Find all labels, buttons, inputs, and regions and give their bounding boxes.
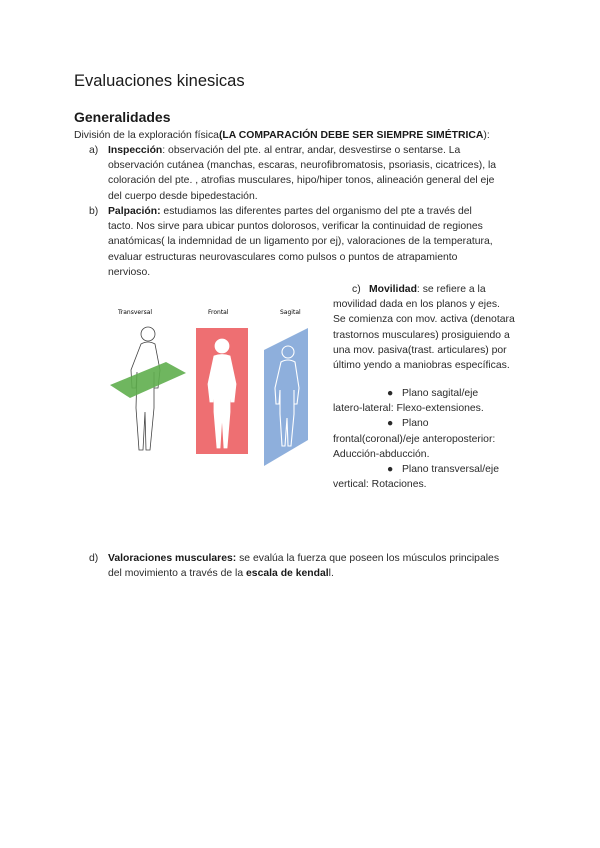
list-item-inspeccion — [108, 143, 506, 204]
planes-bullet-list — [333, 386, 533, 492]
bullet-dot-icon: ● — [387, 418, 394, 430]
bullet-transversal-rest: vertical: Rotaciones. — [333, 479, 427, 491]
list-item-valoraciones — [108, 551, 528, 581]
bullet-item-sagital — [333, 386, 533, 416]
bullet-dot-icon: ● — [387, 388, 394, 399]
valoraciones-line-2-post: l. — [328, 568, 334, 580]
list-item-palpacion — [108, 204, 506, 280]
list-marker-c: c) — [352, 284, 361, 295]
list-item-movilidad — [333, 282, 523, 373]
bullet-frontal-rest2: Aducción-abducción. — [333, 448, 430, 460]
inspeccion-line-4: del cuerpo desde bipedestación. — [108, 190, 258, 202]
term-valoraciones: Valoraciones musculares: — [108, 553, 237, 564]
bullet-dot-icon: ● — [387, 464, 394, 476]
term-movilidad: Movilidad — [369, 284, 417, 295]
movilidad-line-3: Se comienza con mov. activa (denotara — [333, 314, 515, 326]
intro-text: División de la exploración física — [74, 130, 219, 141]
palpacion-line-1: estudiamos las diferentes partes del organismo del pte a través del — [160, 206, 472, 217]
term-palpacion: Palpación: — [108, 206, 161, 217]
intro-bold: (LA COMPARACIÓN DEBE SER SIEMPRE SIMÉTRICA — [218, 130, 484, 141]
list-marker-d: d) — [89, 553, 99, 564]
section-heading: Generalidades — [74, 109, 171, 125]
page-title: Evaluaciones kinesicas — [74, 72, 245, 90]
bullet-sagital-first: Plano sagital/eje — [401, 388, 479, 399]
valoraciones-line-2-pre: del movimiento a través de la — [108, 568, 247, 580]
bullet-item-frontal — [333, 416, 533, 462]
bullet-transversal-first: Plano transversal/eje — [401, 464, 499, 476]
bullet-frontal-first: Plano — [401, 418, 429, 430]
bullet-item-transversal — [333, 462, 533, 492]
label-frontal: Frontal — [208, 309, 229, 316]
inspeccion-line-2: observación cutánea (manchas, escaras, neurofibromatosis, psoriasis, cicatrices), la — [108, 160, 497, 172]
movilidad-line-5: una mov. pasiva(trast. articulares) por — [333, 344, 507, 356]
list-marker-a: a) — [89, 145, 99, 156]
intro-paragraph — [74, 128, 534, 143]
bullet-frontal-rest: frontal(coronal)/eje anteroposterior: — [333, 433, 496, 445]
escala-kendall-bold: escala de kendal — [246, 568, 329, 580]
movilidad-line-2: movilidad dada en los planos y ejes. — [333, 299, 500, 311]
inspeccion-line-1: : observación del pte. al entrar, andar, desvestirse o sentarse. La — [162, 145, 461, 156]
label-transversal: Transversal — [118, 309, 153, 316]
palpacion-line-5: nervioso. — [108, 266, 151, 278]
palpacion-line-3: anatómicas( la indemnidad de un ligamento por ej), valoraciones de la temperatura, — [108, 236, 493, 248]
movilidad-line-4: trastornos musculares) prosiguiendo a — [333, 329, 510, 341]
palpacion-line-2: tacto. Nos sirve para ubicar puntos dolorosos, verificar la continuidad de regiones — [108, 221, 483, 233]
intro-tail: ): — [483, 130, 490, 141]
bullet-sagital-rest: latero-lateral: Flexo-extensiones. — [333, 403, 484, 415]
label-sagital: Sagital — [280, 309, 301, 316]
anatomical-planes-figure — [108, 300, 330, 472]
list-marker-b: b) — [89, 206, 99, 217]
term-inspeccion: Inspección — [108, 145, 163, 156]
movilidad-line-1: : se refiere a la — [416, 284, 486, 295]
movilidad-line-6: último yendo a maniobras específicas. — [333, 360, 510, 372]
palpacion-line-4: evaluar estructuras neurovasculares como pulsos o puntos de atrapamiento — [108, 251, 458, 263]
planes-illustration — [108, 300, 330, 472]
valoraciones-line-1: se evalúa la fuerza que poseen los músculos principales — [236, 553, 500, 564]
inspeccion-line-3: coloración del pte. , atrofias musculares, hipo/hiper tonos, alineación general del eje — [108, 175, 495, 187]
